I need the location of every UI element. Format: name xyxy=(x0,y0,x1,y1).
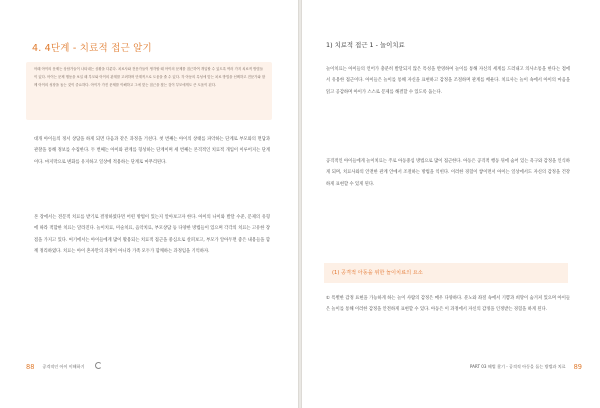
body-paragraph: 본 장에서는 전문적 치료를 받기로 결정하였다면 어떤 방법이 있는지 알아보고자 한다. 아이의 나이와 발달 수준, 문제의 유형에 따라 적합한 치료는 달라진다. 놀이치료, 미술치료, 음악치료, 부모상담 등 다양한 방법들이 있으며 각각의 치료는 고유한 장점을 가지고 있다. 여기에서는 아이들에게 많이 활용되는 치료적 접근을 중심으로 살펴보고, 부모가 알아두면 좋은 내용들을 함께 정리하였다. 치료는 아이 혼자만의 과정이 아니라 가족 모두가 함께하는 과정임을 기억하자. xyxy=(34,215,270,254)
subheading: (1) 공격적 아동을 위한 놀이치료의 요소 xyxy=(332,270,423,276)
body-paragraph: 공격적인 아이들에게 놀이치료는 주로 아동중심 방법으로 많이 접근한다. 아동은 공격적 행동 뒤에 숨어 있는 욕구와 감정을 인식하게 되며, 치료사와의 안전한 관계 안에서 조절하는 방법을 익힌다. 이러한 경험이 쌓이면서 아이는 일상에서도 자신의 감정을 건강하게 표현할 수 있게 된다. xyxy=(326,159,570,187)
page-number: 88 xyxy=(26,363,35,371)
page-number: 89 xyxy=(573,363,582,371)
right-page xyxy=(302,0,600,408)
body-paragraph: 놀이치료는 아이들의 언어가 충분히 발달되지 않은 특성을 반영하여 놀이를 통해 자신의 세계를 드러내고 의사소통을 한다는 점에서 유용한 접근이다. 아이들은 놀이를 통해 자신을 표현하고 감정을 조절하며 관계를 배운다. 치료사는 놀이 속에서 아이의 마음을 읽고 공감하며 아이가 스스로 문제를 해결할 수 있도록 돕는다. xyxy=(326,67,570,95)
body-paragraph: 대개 아이들의 정서 상담을 하게 되면 다음과 같은 과정을 거친다. 첫 번째는 아이의 상태를 파악하는 단계로 부모와의 면담과 관찰을 통해 정보를 수집한다. 두 번째는 아이와 관계를 형성하는 단계이며 세 번째는 본격적인 치료적 개입이 이루어지는 단계이다. 마지막으로 변화를 유지하고 일상에 적용하는 단계로 마무리된다. xyxy=(34,137,270,165)
intro-text: 아래 아이의 문제는 상담가들이 나타내는 상황을 다룬다. 치료사와 전문가들이 생각할 때 아이의 문제를 접근하여 개입할 수 있도록 여러 가지 치료적 방법들이 있다. 아이는 문제 행동을 보일 때 부모와 아이의 관계를 고려하며 단계적으로 도움을 줄 수 있다. 각 아동의 특성에 맞는 치료 방법을 선택하고 전문가와 함께 아이의 성장을 돕는 것이 중요하다. 아이가 가진 문제를 이해하고 그에 맞는 접근을 찾는 것이 부모에게도 큰 도움이 된다. xyxy=(34,67,266,87)
running-title: PART 03 해법 찾기 - 공격적 아동을 돕는 방법과 치료 xyxy=(469,364,566,369)
body-paragraph: ① 특별한 감정 표현을 가능하게 하는 놀이 사람의 감정은 매우 다양하다. 분노와 좌절 속에서 기쁨과 희망이 숨겨져 있으며 아이들은 놀이를 통해 이러한 감정을 안전하게 표현할 수 있다. 아동은 이 과정에서 자신의 감정을 인정받는 경험을 하게 된다. xyxy=(326,296,570,313)
running-title: 공격적인 아이 이해하기 xyxy=(42,364,85,369)
section-title: 4. 4단계 - 치료적 접근 알기 xyxy=(32,43,152,54)
right-folio xyxy=(470,363,582,371)
section-heading: 1) 치료적 접근 1 - 놀이치료 xyxy=(326,41,405,49)
left-folio xyxy=(26,363,102,371)
spiral-icon xyxy=(95,362,102,369)
left-page xyxy=(0,0,298,408)
